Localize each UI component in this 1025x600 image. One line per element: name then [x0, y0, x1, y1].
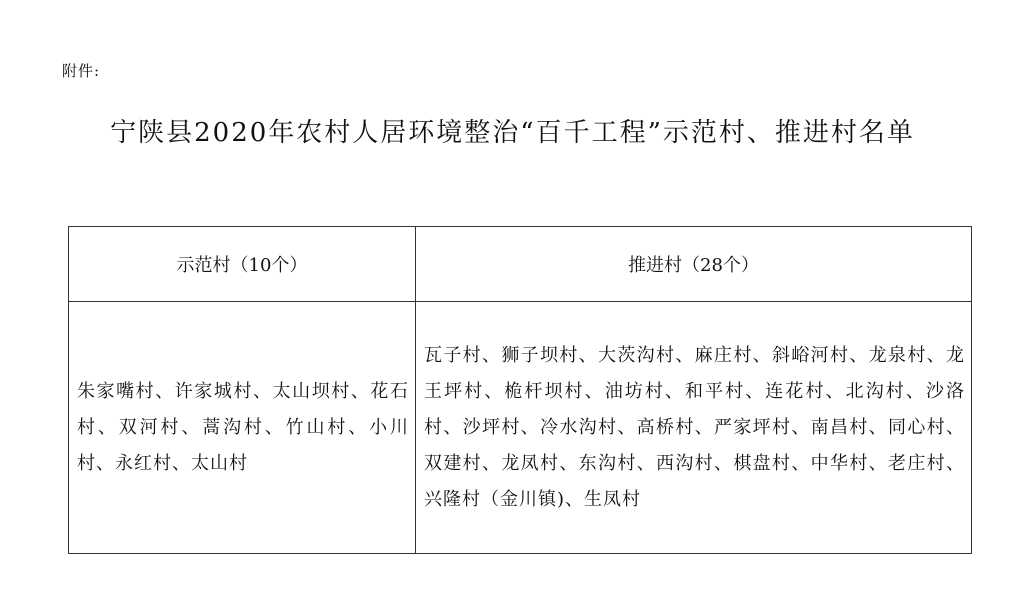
table-row	[69, 302, 972, 554]
village-list-table	[68, 226, 972, 554]
advancing-villages-cell: 瓦子村、狮子坝村、大茨沟村、麻庄村、斜峪河村、龙泉村、龙王坪村、桅杆坝村、油坊村、和平村、连花村、北沟村、沙洛村、沙坪村、冷水沟村、高桥村、严家坪村、南昌村、同心村、双建村、龙凤村、东沟村、西沟村、棋盘村、中华村、老庄村、兴隆村（金川镇)、生凤村	[416, 302, 972, 554]
table-header-row	[69, 227, 972, 302]
demo-villages-cell: 朱家嘴村、许家城村、太山坝村、花石村、双河村、蒿沟村、竹山村、小川村、永红村、太山村	[69, 302, 416, 554]
attachment-label: 附件:	[62, 62, 101, 80]
header-advancing-villages: 推进村（28个）	[416, 227, 972, 302]
header-demo-villages: 示范村（10个）	[69, 227, 416, 302]
page-title: 宁陕县2020年农村人居环境整治“百千工程”示范村、推进村名单	[110, 118, 915, 148]
